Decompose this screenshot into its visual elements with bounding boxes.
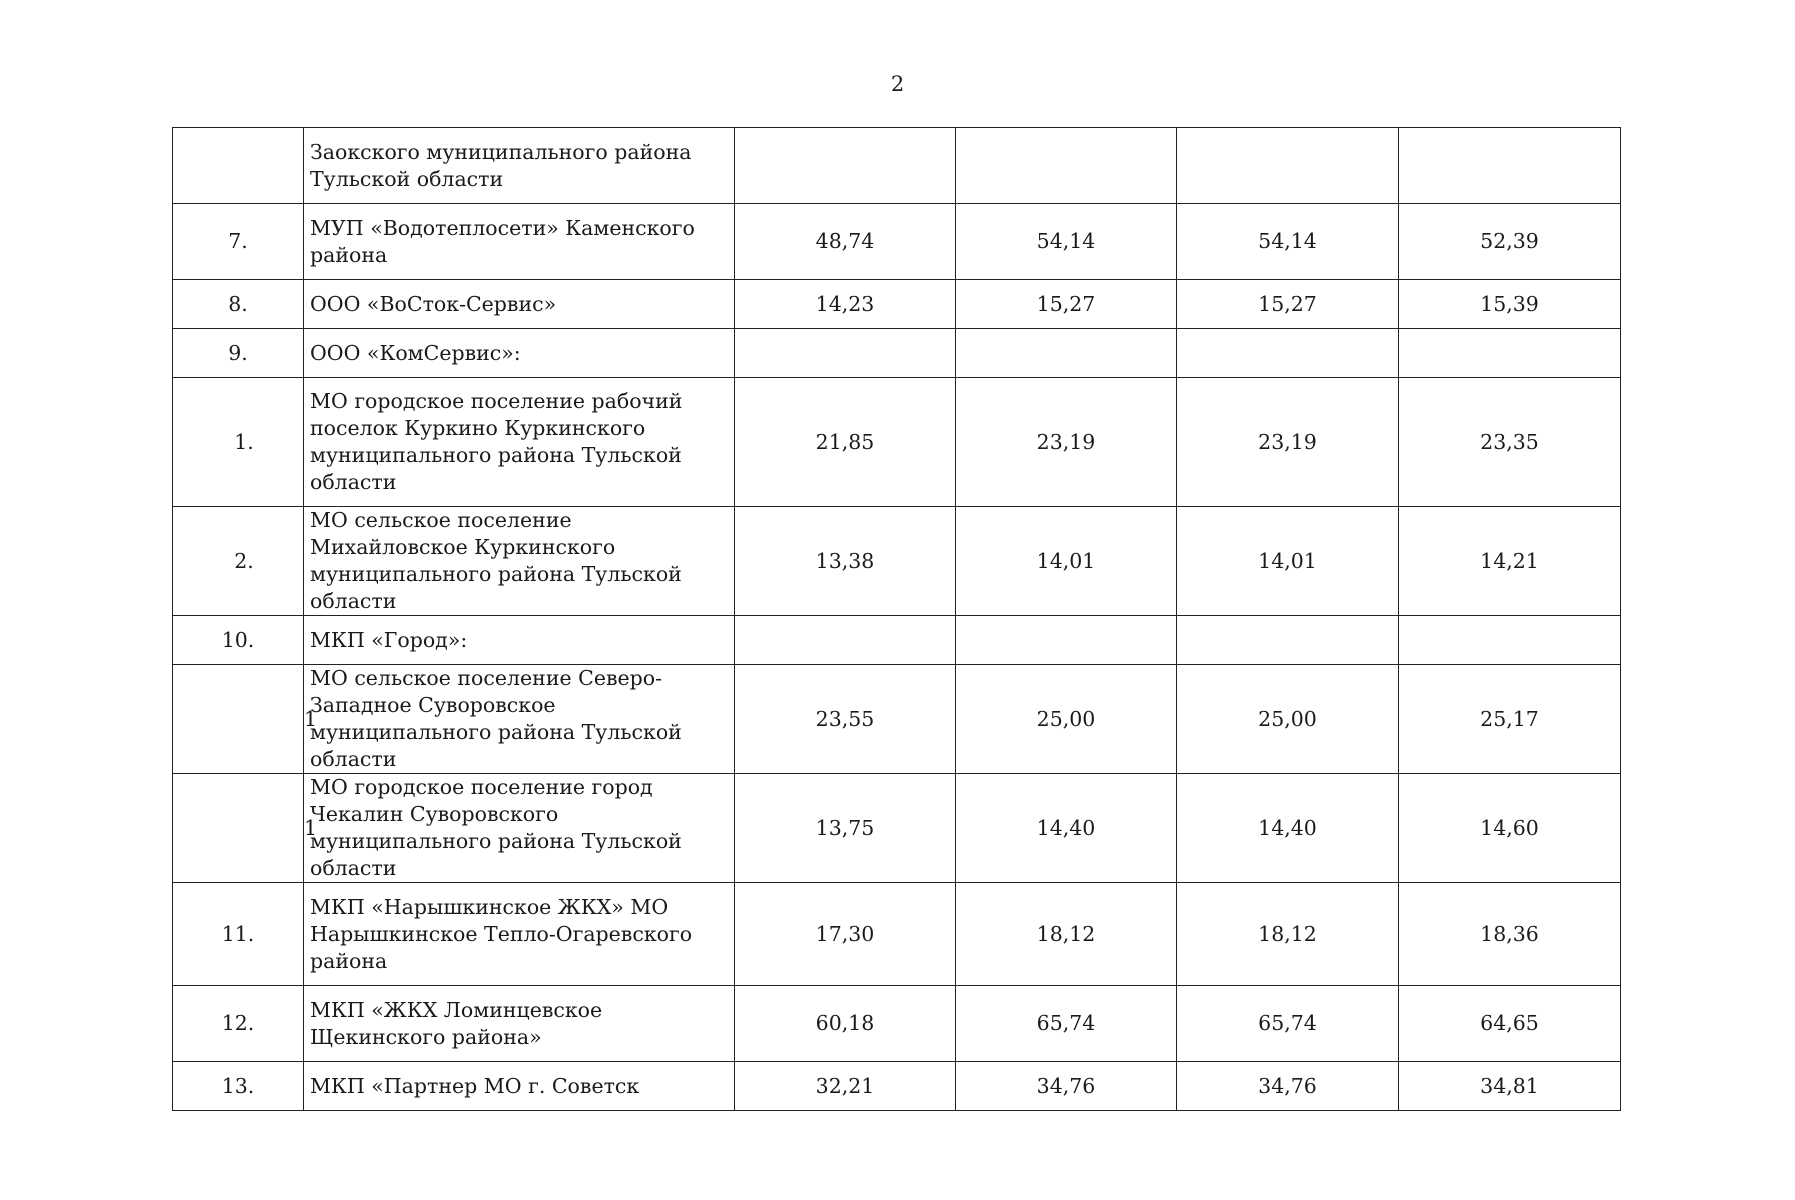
table-row	[173, 128, 1621, 204]
row-number: 1.	[173, 378, 304, 507]
table-row	[173, 204, 1621, 280]
table-row	[173, 774, 1621, 883]
value-4: 14,60	[1399, 774, 1621, 883]
value-4	[1399, 616, 1621, 665]
row-number	[173, 665, 317, 774]
organization-name: МКП «Партнер МО г. Советск	[304, 1062, 735, 1111]
row-number-text: 1	[303, 815, 317, 840]
value-1: 21,85	[735, 378, 956, 507]
table-row	[173, 616, 1621, 665]
row-number: 13.	[173, 1062, 304, 1111]
row-number	[173, 774, 317, 883]
table-row	[173, 507, 1621, 616]
value-4	[1399, 128, 1621, 204]
row-number: 9.	[173, 329, 304, 378]
organization-name: ООО «КомСервис»:	[304, 329, 735, 378]
organization-name: МО сельское поселение Михайловское Куркинского муниципального района Тульской области	[304, 507, 735, 616]
row-number: 11.	[173, 883, 304, 986]
value-2	[956, 329, 1177, 378]
value-1: 48,74	[735, 204, 956, 280]
value-1	[735, 329, 956, 378]
value-3: 15,27	[1177, 280, 1399, 329]
table-row	[173, 883, 1621, 986]
table-row	[173, 665, 1621, 774]
table-row	[173, 378, 1621, 507]
value-2: 54,14	[956, 204, 1177, 280]
value-2: 25,00	[956, 665, 1177, 774]
table-row	[173, 329, 1621, 378]
value-2	[956, 128, 1177, 204]
row-number: 8.	[173, 280, 304, 329]
value-4: 14,21	[1399, 507, 1621, 616]
organization-name: МО сельское поселение Северо-Западное Суворовское муниципального района Тульской области	[304, 665, 735, 774]
value-2: 14,01	[956, 507, 1177, 616]
organization-name: МО городское поселение рабочий поселок Куркино Куркинского муниципального района Тульской области	[304, 378, 735, 507]
row-number	[173, 128, 304, 204]
value-1: 13,38	[735, 507, 956, 616]
tariff-table	[172, 127, 1621, 1111]
organization-name: Заокского муниципального района Тульской области	[304, 128, 735, 204]
value-4: 15,39	[1399, 280, 1621, 329]
organization-name: МКП «Город»:	[304, 616, 735, 665]
table-row	[173, 280, 1621, 329]
value-4: 52,39	[1399, 204, 1621, 280]
value-3: 14,01	[1177, 507, 1399, 616]
value-3: 14,40	[1177, 774, 1399, 883]
value-1: 60,18	[735, 986, 956, 1062]
table-row	[173, 1062, 1621, 1111]
value-3: 23,19	[1177, 378, 1399, 507]
value-2: 15,27	[956, 280, 1177, 329]
value-3: 34,76	[1177, 1062, 1399, 1111]
value-1: 17,30	[735, 883, 956, 986]
value-2: 65,74	[956, 986, 1177, 1062]
value-4: 23,35	[1399, 378, 1621, 507]
value-3: 54,14	[1177, 204, 1399, 280]
page-number: 2	[890, 72, 905, 96]
value-3	[1177, 329, 1399, 378]
value-4: 34,81	[1399, 1062, 1621, 1111]
value-2: 14,40	[956, 774, 1177, 883]
value-4: 18,36	[1399, 883, 1621, 986]
value-2: 34,76	[956, 1062, 1177, 1111]
value-2: 23,19	[956, 378, 1177, 507]
row-number: 7.	[173, 204, 304, 280]
row-number: 12.	[173, 986, 304, 1062]
row-number: 10.	[173, 616, 304, 665]
organization-name: МО городское поселение город Чекалин Суворовского муниципального района Тульской области	[304, 774, 735, 883]
value-3	[1177, 128, 1399, 204]
value-3	[1177, 616, 1399, 665]
value-4	[1399, 329, 1621, 378]
value-2: 18,12	[956, 883, 1177, 986]
value-2	[956, 616, 1177, 665]
value-1: 14,23	[735, 280, 956, 329]
organization-name: МУП «Водотеплосети» Каменского района	[304, 204, 735, 280]
organization-name: ООО «ВоСток-Сервис»	[304, 280, 735, 329]
organization-name: МКП «Нарышкинское ЖКХ» МО Нарышкинское Тепло-Огаревского района	[304, 883, 735, 986]
table-row	[173, 986, 1621, 1062]
value-1	[735, 128, 956, 204]
value-4: 25,17	[1399, 665, 1621, 774]
value-3: 65,74	[1177, 986, 1399, 1062]
value-1: 32,21	[735, 1062, 956, 1111]
row-number-text: 1	[303, 706, 317, 731]
row-number: 2.	[173, 507, 304, 616]
value-1: 13,75	[735, 774, 956, 883]
value-1: 23,55	[735, 665, 956, 774]
value-4: 64,65	[1399, 986, 1621, 1062]
value-3: 18,12	[1177, 883, 1399, 986]
organization-name: МКП «ЖКХ Ломинцевское Щекинского района»	[304, 986, 735, 1062]
value-3: 25,00	[1177, 665, 1399, 774]
value-1	[735, 616, 956, 665]
